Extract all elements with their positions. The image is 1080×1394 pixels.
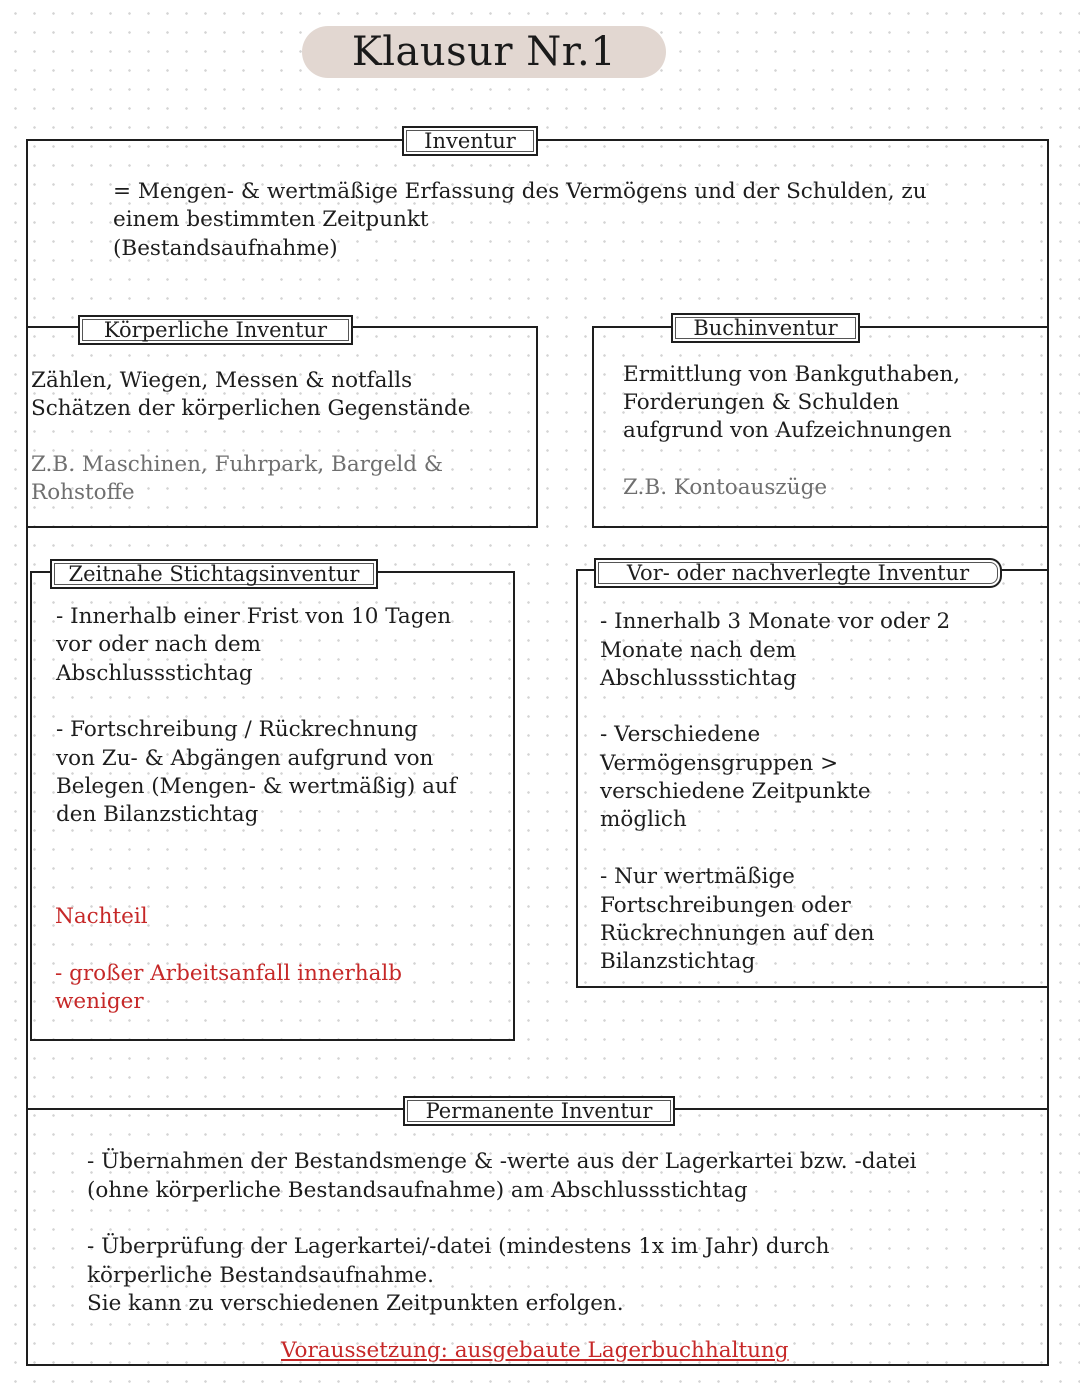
buchinventur-desc-line-3: aufgrund von Aufzeichnungen <box>623 418 952 443</box>
permanente-point2-line-2: körperliche Bestandsaufnahme. <box>87 1263 434 1288</box>
inventur-top-line-right <box>536 139 1049 141</box>
verlegt-point1-line-1: - Innerhalb 3 Monate vor oder 2 <box>600 609 951 634</box>
permanente-line-left <box>26 1108 404 1110</box>
verlegt-point2-line-1: - Verschiedene <box>600 722 761 747</box>
permanente-point2-line-1: - Überprüfung der Lagerkartei/-datei (mindestens 1x im Jahr) durch <box>87 1234 830 1259</box>
buchinventur-heading: Buchinventur <box>671 313 860 343</box>
verlegt-point2-line-4: möglich <box>600 807 687 832</box>
koerperliche-example-line-1: Z.B. Maschinen, Fuhrpark, Bargeld & <box>31 452 444 477</box>
permanente-point2-line-3: Sie kann zu verschiedenen Zeitpunkten erfolgen. <box>87 1291 624 1316</box>
permanente-point1-line-1: - Übernahmen der Bestandsmenge & -werte aus der Lagerkartei bzw. -datei <box>87 1149 917 1174</box>
verlegt-point2-line-2: Vermögensgruppen > <box>600 751 839 776</box>
stichtag-point1-line-2: vor oder nach dem <box>56 632 262 657</box>
permanente-line-right <box>673 1108 1049 1110</box>
verlegt-point1-line-2: Monate nach dem <box>600 638 797 663</box>
verlegt-point3-line-2: Fortschreibungen oder <box>600 893 851 918</box>
page-title: Klausur Nr.1 <box>302 26 666 78</box>
koerperliche-heading: Körperliche Inventur <box>78 315 353 345</box>
verlegt-point2-line-3: verschiedene Zeitpunkte <box>600 779 871 804</box>
permanente-voraussetzung: Voraussetzung: ausgebaute Lagerbuchhaltung <box>281 1338 789 1363</box>
buchinventur-desc-line-1: Ermittlung von Bankguthaben, <box>623 362 961 387</box>
verlegt-point3-line-1: - Nur wertmäßige <box>600 864 795 889</box>
stichtag-nachteil-line-2: weniger <box>55 989 144 1014</box>
stichtag-point2-line-1: - Fortschreibung / Rückrechnung <box>56 717 418 742</box>
stichtag-point2-line-3: Belegen (Mengen- & wertmäßig) auf <box>56 774 457 799</box>
stichtag-heading: Zeitnahe Stichtagsinventur <box>50 559 378 589</box>
permanente-heading: Permanente Inventur <box>403 1096 675 1126</box>
inventur-top-line-left <box>26 139 402 141</box>
permanente-point1-line-2: (ohne körperliche Bestandsaufnahme) am Abschlussstichtag <box>87 1178 748 1203</box>
stichtag-point1-line-1: - Innerhalb einer Frist von 10 Tagen <box>56 604 452 629</box>
koerperliche-desc-line-2: Schätzen der körperlichen Gegenstände <box>31 396 471 421</box>
stichtag-point2-line-2: von Zu- & Abgängen aufgrund von <box>56 746 434 771</box>
buchinventur-example: Z.B. Kontoauszüge <box>623 475 828 500</box>
verlegt-point1-line-3: Abschlussstichtag <box>600 666 797 691</box>
koerperliche-example-line-2: Rohstoffe <box>31 480 135 505</box>
stichtag-nachteil-line-1: - großer Arbeitsanfall innerhalb <box>55 961 403 986</box>
inventur-definition-line-3: (Bestandsaufnahme) <box>113 236 338 261</box>
inventur-definition-line-2: einem bestimmten Zeitpunkt <box>113 207 429 232</box>
verlegt-heading: Vor- oder nachverlegte Inventur <box>594 558 1002 588</box>
stichtag-point2-line-4: den Bilanzstichtag <box>56 802 259 827</box>
inventur-definition-line-1: = Mengen- & wertmäßige Erfassung des Vermögens und der Schulden, zu <box>113 179 927 204</box>
stichtag-nachteil-label: Nachteil <box>55 904 148 929</box>
inventur-heading: Inventur <box>402 126 538 156</box>
buchinventur-desc-line-2: Forderungen & Schulden <box>623 390 900 415</box>
verlegt-point3-line-4: Bilanzstichtag <box>600 949 756 974</box>
verlegt-point3-line-3: Rückrechnungen auf den <box>600 921 875 946</box>
koerperliche-desc-line-1: Zählen, Wiegen, Messen & notfalls <box>31 368 413 393</box>
stichtag-point1-line-3: Abschlussstichtag <box>56 661 253 686</box>
